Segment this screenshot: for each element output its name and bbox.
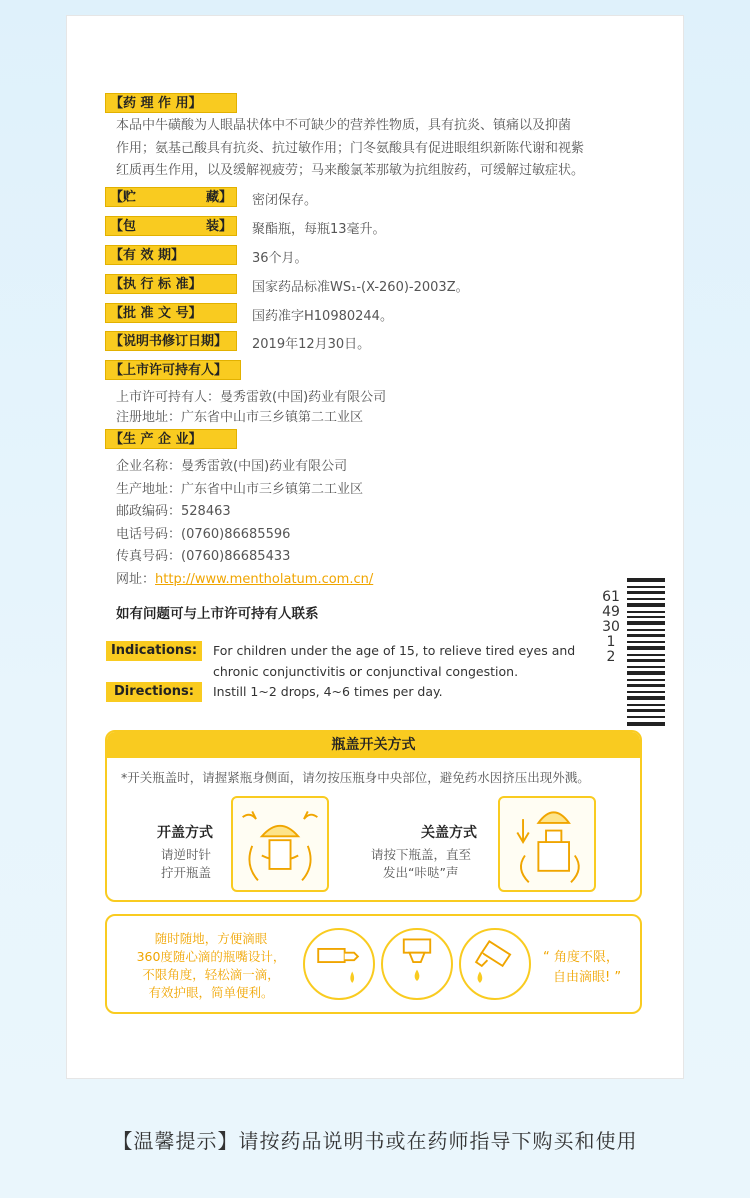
barcode-icon	[627, 578, 665, 728]
open-cap-illustration-icon	[231, 796, 329, 892]
revision-value: 2019年12月30日。	[252, 337, 371, 352]
package-label-open: 【包	[110, 219, 137, 234]
package-label	[105, 216, 237, 236]
standard-value: 国家药品标准WS₁-(X-260)-2003Z。	[252, 280, 469, 295]
approval-label: 【批 准 文 号】	[105, 303, 237, 323]
manufacturer-address: 生产地址：广东省中山市三乡镇第二工业区	[116, 482, 364, 497]
nozzle-line: 随时随地，方便滴眼	[154, 931, 268, 946]
cap-instructions-box	[105, 730, 642, 902]
close-cap-title: 关盖方式	[421, 825, 477, 841]
indications-label: Indications:	[106, 641, 202, 661]
storage-value: 密闭保存。	[252, 193, 318, 208]
nozzle-angle-side-icon	[303, 928, 375, 1000]
open-cap-title: 开盖方式	[157, 825, 213, 841]
website-link[interactable]: http://www.mentholatum.com.cn/	[155, 572, 374, 587]
open-cap-line-2: 拧开瓶盖	[161, 865, 212, 880]
close-cap-illustration-icon	[498, 796, 596, 892]
website-row	[116, 568, 373, 587]
indications-text-2: chronic conjunctivitis or conjunctival congestion.	[213, 664, 519, 679]
nozzle-quote-line-1: “ 角度不限，	[543, 950, 619, 965]
open-cap-line-1: 请逆时针	[161, 847, 212, 862]
nozzle-feature-box	[105, 914, 642, 1014]
cap-box-note: *开关瓶盖时，请握紧瓶身侧面，请勿按压瓶身中央部位，避免药水因挤压出现外溅。	[121, 770, 590, 785]
barcode-number: 6149301 2	[602, 589, 620, 665]
manufacturer-label: 【生 产 企 业】	[105, 429, 237, 449]
manufacturer-phone: 电话号码：(0760)86685596	[116, 527, 291, 542]
footer-tip: 【温馨提示】请按药品说明书或在药师指导下购买和使用	[112, 1129, 638, 1153]
manufacturer-fax: 传真号码：(0760)86685433	[116, 549, 291, 564]
storage-label-close: 藏】	[205, 190, 232, 205]
nozzle-quote	[543, 948, 621, 988]
manufacturer-postcode: 邮政编码：528463	[116, 504, 231, 519]
nozzle-description	[121, 930, 301, 1002]
pharmacology-line: 作用；氨基己酸具有抗炎、抗过敏作用；门冬氨酸具有促进眼组织新陈代谢和视紫	[116, 140, 585, 156]
cap-box-title: 瓶盖开关方式	[107, 732, 640, 758]
validity-label: 【有 效 期】	[105, 245, 237, 265]
package-value: 聚酯瓶，每瓶13毫升。	[252, 222, 386, 237]
nozzle-line: 有效护眼，简单便利。	[148, 985, 274, 1000]
directions-text: Instill 1~2 drops, 4~6 times per day.	[213, 684, 443, 699]
contact-note: 如有问题可与上市许可持有人联系	[116, 606, 319, 622]
holder-address: 注册地址：广东省中山市三乡镇第二工业区	[116, 410, 364, 425]
pharmacology-line: 红质再生作用，以及缓解视疲劳；马来酸氯苯那敏为抗组胺药，可缓解过敏症状。	[116, 163, 585, 178]
manufacturer-name: 企业名称：曼秀雷敦(中国)药业有限公司	[116, 459, 348, 474]
pharmacology-line: 本品中牛磺酸为人眼晶状体中不可缺少的营养性物质，具有抗炎、镇痛以及抑菌	[116, 118, 572, 133]
approval-value: 国药准字H10980244。	[252, 309, 393, 324]
nozzle-line: 360度随心滴的瓶嘴设计，	[136, 949, 286, 964]
directions-label: Directions:	[106, 682, 202, 702]
nozzle-quote-line-2: 自由滴眼! ”	[553, 970, 622, 985]
indications-text-1: For children under the age of 15, to relieve tired eyes and	[213, 643, 576, 658]
package-label-close: 装】	[205, 219, 232, 234]
pharmacology-text	[116, 115, 606, 183]
validity-value: 36个月。	[252, 251, 308, 266]
holder-label: 【上市许可持有人】	[105, 360, 241, 380]
nozzle-angle-down-icon	[381, 928, 453, 1000]
standard-label: 【执 行 标 准】	[105, 274, 237, 294]
website-label: 网址：	[116, 572, 156, 587]
close-cap-line-1: 请按下瓶盖，直至	[371, 847, 472, 862]
nozzle-angle-tilt-icon	[459, 928, 531, 1000]
close-cap-line-2: 发出“咔哒”声	[383, 865, 459, 880]
storage-label	[105, 187, 237, 207]
holder-name: 上市许可持有人：曼秀雷敦(中国)药业有限公司	[116, 390, 387, 405]
revision-label: 【说明书修订日期】	[105, 331, 237, 351]
storage-label-open: 【贮	[110, 190, 137, 205]
nozzle-line: 不限角度，轻松滴一滴，	[142, 967, 280, 982]
pharmacology-label: 【药 理 作 用】	[105, 93, 237, 113]
